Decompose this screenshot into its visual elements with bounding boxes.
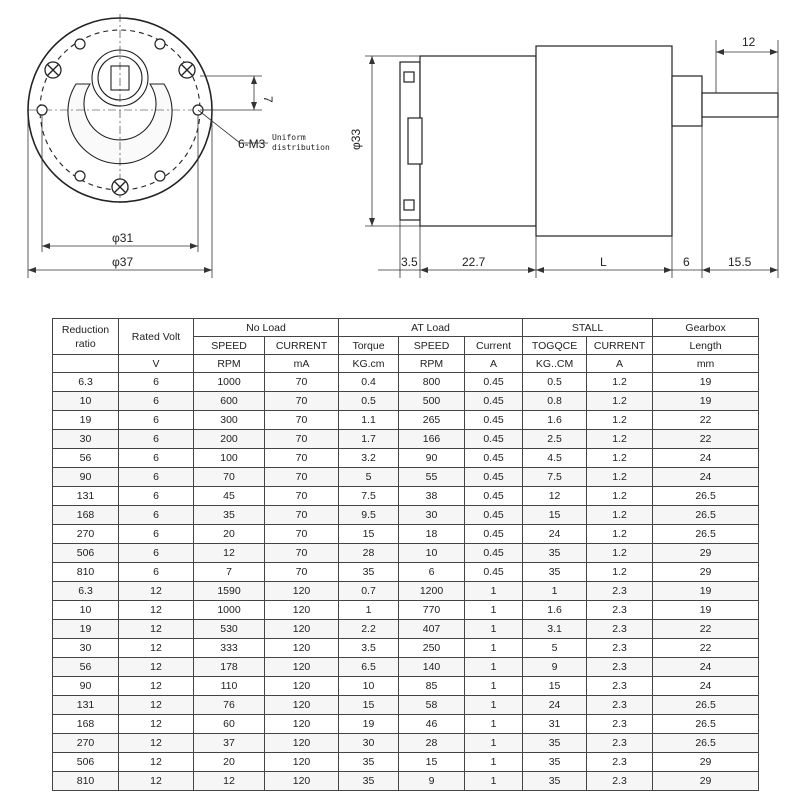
table-cell: 24 [523, 696, 587, 715]
table-cell: 2.2 [339, 620, 399, 639]
header-row-groups [53, 319, 759, 337]
table-cell: 1.2 [587, 449, 653, 468]
table-cell: 76 [194, 696, 265, 715]
table-cell: 85 [399, 677, 465, 696]
table-cell: 70 [265, 392, 339, 411]
table-cell: 35 [523, 753, 587, 772]
table-cell: 6 [119, 487, 194, 506]
table-cell: 3.1 [523, 620, 587, 639]
table-cell: 1.7 [339, 430, 399, 449]
table-cell: 70 [194, 468, 265, 487]
table-cell: 131 [53, 487, 119, 506]
table-cell: 6 [119, 525, 194, 544]
table-cell: 90 [399, 449, 465, 468]
table-cell: 28 [399, 734, 465, 753]
table-cell: 10 [53, 601, 119, 620]
table-cell: 12 [194, 772, 265, 791]
table-cell: 810 [53, 563, 119, 582]
table-cell: 19 [53, 620, 119, 639]
table-cell: 6.5 [339, 658, 399, 677]
table-cell: 1.2 [587, 411, 653, 430]
table-cell: 100 [194, 449, 265, 468]
table-cell: 1.6 [523, 411, 587, 430]
gearbox-header: Gearbox [653, 319, 759, 337]
table-cell: 20 [194, 525, 265, 544]
table-cell: 35 [339, 772, 399, 791]
table-cell: 120 [265, 734, 339, 753]
front-view [28, 14, 212, 206]
table-cell: 35 [194, 506, 265, 525]
table-cell: 35 [523, 544, 587, 563]
table-cell: 1.2 [587, 563, 653, 582]
no-load-current-header: CURRENT [265, 337, 339, 355]
table-row [53, 601, 759, 620]
table-cell: 7.5 [523, 468, 587, 487]
table-cell: 55 [399, 468, 465, 487]
unit-cell: KG..CM [523, 355, 587, 373]
table-cell: 46 [399, 715, 465, 734]
table-cell: 530 [194, 620, 265, 639]
table-cell: 0.5 [339, 392, 399, 411]
front-dimensions [28, 76, 268, 278]
table-cell: 178 [194, 658, 265, 677]
table-cell: 110 [194, 677, 265, 696]
spec-table [52, 318, 759, 791]
table-cell: 1 [465, 696, 523, 715]
table-cell: 6.3 [53, 582, 119, 601]
dim-6-label: 6 [683, 255, 690, 269]
no-load-speed-header: SPEED [194, 337, 265, 355]
table-cell: 506 [53, 544, 119, 563]
table-cell: 1 [465, 715, 523, 734]
table-row [53, 468, 759, 487]
table-cell: 35 [523, 563, 587, 582]
table-cell: 12 [119, 734, 194, 753]
unit-cell: KG.cm [339, 355, 399, 373]
motor-bearing-cap [408, 118, 422, 164]
table-cell: 1 [465, 582, 523, 601]
table-cell: 30 [53, 639, 119, 658]
table-cell: 1590 [194, 582, 265, 601]
table-cell: 1 [523, 582, 587, 601]
unit-cell: mm [653, 355, 759, 373]
table-cell: 2.3 [587, 620, 653, 639]
table-cell: 168 [53, 506, 119, 525]
table-row [53, 449, 759, 468]
table-cell: 120 [265, 639, 339, 658]
table-cell: 1 [465, 620, 523, 639]
table-cell: 810 [53, 772, 119, 791]
table-cell: 70 [265, 506, 339, 525]
table-cell: 12 [119, 620, 194, 639]
dim-15-5-label: 15.5 [728, 255, 752, 269]
table-cell: 70 [265, 468, 339, 487]
table-cell: 2.3 [587, 715, 653, 734]
table-cell: 5 [339, 468, 399, 487]
stall-torque-header: TOGQCE [523, 337, 587, 355]
no-load-header: No Load [194, 319, 339, 337]
technical-drawing [0, 0, 800, 300]
table-cell: 1 [465, 772, 523, 791]
table-cell: 1 [465, 677, 523, 696]
load-current-header: Current [465, 337, 523, 355]
table-cell: 5 [523, 639, 587, 658]
table-row [53, 734, 759, 753]
table-cell: 35 [339, 563, 399, 582]
unit-cell: RPM [194, 355, 265, 373]
at-load-header: AT Load [339, 319, 523, 337]
table-cell: 12 [194, 544, 265, 563]
table-cell: 19 [653, 373, 759, 392]
table-cell: 70 [265, 487, 339, 506]
table-cell: 9 [399, 772, 465, 791]
dim-7-label: 7 [261, 96, 275, 103]
table-cell: 70 [265, 430, 339, 449]
table-cell: 31 [523, 715, 587, 734]
table-cell: 6 [119, 468, 194, 487]
table-cell: 56 [53, 449, 119, 468]
table-row [53, 525, 759, 544]
table-cell: 22 [653, 430, 759, 449]
hole-spec-label: 6-M3 [238, 137, 266, 151]
table-cell: 1.2 [587, 468, 653, 487]
table-cell: 26.5 [653, 715, 759, 734]
table-cell: 70 [265, 373, 339, 392]
table-cell: 0.45 [465, 506, 523, 525]
uniform-note: Uniform [272, 133, 306, 142]
table-cell: 90 [53, 677, 119, 696]
table-row [53, 373, 759, 392]
table-cell: 120 [265, 753, 339, 772]
table-cell: 30 [53, 430, 119, 449]
table-cell: 6 [119, 506, 194, 525]
table-cell: 0.7 [339, 582, 399, 601]
dim-22-7-label: 22.7 [462, 255, 486, 269]
table-cell: 26.5 [653, 525, 759, 544]
table-cell: 24 [653, 677, 759, 696]
table-cell: 12 [119, 696, 194, 715]
table-cell: 2.5 [523, 430, 587, 449]
table-row [53, 696, 759, 715]
motor-body [420, 56, 536, 226]
table-cell: 70 [265, 449, 339, 468]
table-cell: 15 [523, 506, 587, 525]
table-cell: 10 [53, 392, 119, 411]
table-cell: 7 [194, 563, 265, 582]
table-cell: 0.8 [523, 392, 587, 411]
table-cell: 70 [265, 525, 339, 544]
table-cell: 56 [53, 658, 119, 677]
table-cell: 22 [653, 639, 759, 658]
table-cell: 26.5 [653, 487, 759, 506]
table-cell: 38 [399, 487, 465, 506]
table-cell: 800 [399, 373, 465, 392]
table-cell: 24 [653, 468, 759, 487]
table-cell: 2.3 [587, 734, 653, 753]
table-cell: 19 [653, 601, 759, 620]
table-cell: 6 [119, 411, 194, 430]
gearbox-collar [672, 76, 702, 126]
table-cell: 22 [653, 411, 759, 430]
table-cell: 6.3 [53, 373, 119, 392]
table-cell: 2.3 [587, 582, 653, 601]
table-cell: 2.3 [587, 696, 653, 715]
table-cell: 200 [194, 430, 265, 449]
table-cell: 168 [53, 715, 119, 734]
table-cell: 1 [465, 734, 523, 753]
table-row [53, 544, 759, 563]
table-cell: 35 [523, 772, 587, 791]
dim-31-label: φ31 [112, 231, 134, 245]
table-cell: 15 [339, 696, 399, 715]
table-cell: 1 [465, 658, 523, 677]
table-cell: 1.2 [587, 487, 653, 506]
table-row [53, 506, 759, 525]
table-cell: 0.45 [465, 430, 523, 449]
table-row [53, 772, 759, 791]
table-cell: 35 [339, 753, 399, 772]
table-row [53, 753, 759, 772]
table-cell: 70 [265, 411, 339, 430]
table-cell: 15 [399, 753, 465, 772]
table-row [53, 563, 759, 582]
table-cell: 45 [194, 487, 265, 506]
rated-volt-header: Rated Volt [119, 319, 194, 355]
table-cell: 10 [339, 677, 399, 696]
table-cell: 1.2 [587, 373, 653, 392]
table-cell: 24 [653, 658, 759, 677]
table-cell: 120 [265, 582, 339, 601]
table-row [53, 430, 759, 449]
table-cell: 12 [119, 772, 194, 791]
gearbox-length-header: Length [653, 337, 759, 355]
table-cell: 29 [653, 753, 759, 772]
gearbox-body [536, 46, 672, 236]
unit-cell-empty [53, 355, 119, 373]
table-cell: 12 [119, 658, 194, 677]
unit-cell: A [465, 355, 523, 373]
table-cell: 6 [119, 449, 194, 468]
table-cell: 30 [399, 506, 465, 525]
table-cell: 0.45 [465, 373, 523, 392]
table-cell: 28 [339, 544, 399, 563]
table-cell: 9.5 [339, 506, 399, 525]
unit-cell: A [587, 355, 653, 373]
table-cell: 2.3 [587, 658, 653, 677]
table-cell: 120 [265, 696, 339, 715]
table-cell: 90 [53, 468, 119, 487]
table-row [53, 411, 759, 430]
table-row [53, 715, 759, 734]
table-cell: 166 [399, 430, 465, 449]
table-cell: 2.3 [587, 772, 653, 791]
table-cell: 1.2 [587, 544, 653, 563]
table-cell: 1.1 [339, 411, 399, 430]
table-cell: 120 [265, 601, 339, 620]
table-cell: 120 [265, 715, 339, 734]
table-cell: 333 [194, 639, 265, 658]
table-cell: 770 [399, 601, 465, 620]
table-cell: 29 [653, 544, 759, 563]
dim-33-label: φ33 [349, 128, 363, 150]
table-cell: 18 [399, 525, 465, 544]
table-cell: 300 [194, 411, 265, 430]
table-cell: 506 [53, 753, 119, 772]
table-cell: 9 [523, 658, 587, 677]
table-cell: 0.45 [465, 411, 523, 430]
terminal-top [404, 72, 414, 82]
table-cell: 0.45 [465, 487, 523, 506]
table-cell: 265 [399, 411, 465, 430]
table-cell: 0.45 [465, 392, 523, 411]
distribution-note: distribution [272, 143, 330, 152]
table-cell: 3.5 [339, 639, 399, 658]
table-cell: 24 [523, 525, 587, 544]
dim-12-label: 12 [742, 35, 756, 49]
table-cell: 24 [653, 449, 759, 468]
table-cell: 500 [399, 392, 465, 411]
table-cell: 270 [53, 734, 119, 753]
table-row [53, 487, 759, 506]
table-row [53, 658, 759, 677]
units-row [53, 355, 759, 373]
table-cell: 0.5 [523, 373, 587, 392]
table-cell: 120 [265, 658, 339, 677]
table-cell: 12 [119, 582, 194, 601]
table-cell: 15 [523, 677, 587, 696]
table-cell: 407 [399, 620, 465, 639]
table-cell: 19 [653, 582, 759, 601]
table-row [53, 639, 759, 658]
table-cell: 12 [523, 487, 587, 506]
table-cell: 58 [399, 696, 465, 715]
table-cell: 120 [265, 677, 339, 696]
dim-3-5-label: 3.5 [401, 255, 418, 269]
table-cell: 1000 [194, 601, 265, 620]
table-cell: 1000 [194, 373, 265, 392]
table-cell: 26.5 [653, 734, 759, 753]
table-cell: 22 [653, 620, 759, 639]
table-cell: 1.2 [587, 430, 653, 449]
table-cell: 1.2 [587, 392, 653, 411]
table-cell: 19 [53, 411, 119, 430]
table-cell: 37 [194, 734, 265, 753]
unit-cell: RPM [399, 355, 465, 373]
table-cell: 0.4 [339, 373, 399, 392]
front-arrowheads [28, 76, 257, 273]
dim-L-label: L [600, 255, 607, 269]
table-cell: 2.3 [587, 753, 653, 772]
table-cell: 12 [119, 677, 194, 696]
spec-table-body [53, 373, 759, 791]
table-cell: 29 [653, 563, 759, 582]
table-row [53, 392, 759, 411]
stall-header: STALL [523, 319, 653, 337]
side-view [400, 46, 778, 236]
table-cell: 1.6 [523, 601, 587, 620]
table-cell: 15 [339, 525, 399, 544]
reduction-ratio-header: Reduction ratio [53, 319, 119, 355]
table-cell: 29 [653, 772, 759, 791]
table-cell: 4.5 [523, 449, 587, 468]
table-cell: 1 [339, 601, 399, 620]
table-cell: 12 [119, 639, 194, 658]
table-cell: 70 [265, 563, 339, 582]
load-torque-header: Torque [339, 337, 399, 355]
table-cell: 26.5 [653, 506, 759, 525]
table-cell: 26.5 [653, 696, 759, 715]
table-cell: 1 [465, 753, 523, 772]
table-row [53, 582, 759, 601]
dim-37-label: φ37 [112, 255, 134, 269]
table-cell: 2.3 [587, 639, 653, 658]
table-cell: 6 [119, 430, 194, 449]
output-shaft [702, 93, 778, 117]
table-cell: 70 [265, 544, 339, 563]
table-cell: 600 [194, 392, 265, 411]
table-cell: 131 [53, 696, 119, 715]
stall-current-header: CURRENT [587, 337, 653, 355]
table-cell: 7.5 [339, 487, 399, 506]
table-cell: 0.45 [465, 525, 523, 544]
table-cell: 0.45 [465, 544, 523, 563]
table-cell: 1 [465, 601, 523, 620]
table-cell: 120 [265, 772, 339, 791]
table-cell: 1 [465, 639, 523, 658]
table-cell: 2.3 [587, 601, 653, 620]
table-cell: 6 [119, 373, 194, 392]
table-cell: 19 [653, 392, 759, 411]
table-cell: 270 [53, 525, 119, 544]
table-cell: 35 [523, 734, 587, 753]
load-speed-header: SPEED [399, 337, 465, 355]
table-cell: 60 [194, 715, 265, 734]
terminal-bottom [404, 200, 414, 210]
table-cell: 12 [119, 715, 194, 734]
table-cell: 10 [399, 544, 465, 563]
unit-cell: V [119, 355, 194, 373]
table-cell: 6 [119, 544, 194, 563]
table-cell: 0.45 [465, 563, 523, 582]
table-cell: 0.45 [465, 449, 523, 468]
table-cell: 12 [119, 753, 194, 772]
table-cell: 120 [265, 620, 339, 639]
table-cell: 250 [399, 639, 465, 658]
table-cell: 1.2 [587, 506, 653, 525]
table-cell: 20 [194, 753, 265, 772]
table-cell: 140 [399, 658, 465, 677]
table-cell: 30 [339, 734, 399, 753]
table-cell: 1200 [399, 582, 465, 601]
table-cell: 6 [119, 563, 194, 582]
table-cell: 3.2 [339, 449, 399, 468]
table-cell: 6 [119, 392, 194, 411]
table-cell: 1.2 [587, 525, 653, 544]
table-cell: 6 [399, 563, 465, 582]
table-cell: 2.3 [587, 677, 653, 696]
table-cell: 19 [339, 715, 399, 734]
table-cell: 12 [119, 601, 194, 620]
unit-cell: mA [265, 355, 339, 373]
table-row [53, 620, 759, 639]
table-cell: 0.45 [465, 468, 523, 487]
table-row [53, 677, 759, 696]
